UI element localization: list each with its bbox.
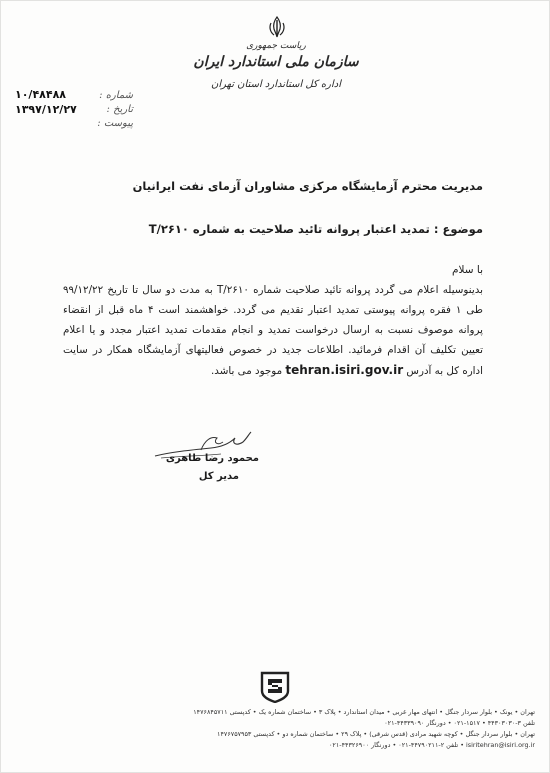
date-label: تاریخ : — [106, 104, 133, 115]
body-text: بدینوسیله اعلام می گردد پروانه تائید صلاحیت شماره T/۲۶۱۰ به مدت دو سال تا تاریخ ۹۹/۱۲/۲۲ طی ۱ فقره پروانه پیوستی تمدید اعتبار تقدیم می گردد. خواهشمند است ۴ ماه قبل از انقضاء پروانه موصوف نسبت به ارسال درخواست تمدید و انجام مقدمات تمدید اعتبار مجدد و یا اعلام تعیین تکلیف آن اقدام فرمائید. اطلاعات جدید در خصوص فعالیتهای آزمایشگاه همکار در سایت اداره کل به آدرس — [63, 284, 483, 377]
body-text-end: موجود می باشد. — [211, 365, 283, 377]
footer-address — [15, 707, 535, 751]
subject: موضوع : تمدید اعتبار پروانه تائید صلاحیت به شماره T/۲۶۱۰ — [148, 222, 483, 236]
number-label: شماره : — [99, 90, 133, 101]
website-link[interactable]: tehran.isiri.gov.ir — [285, 363, 404, 377]
signer-title: مدیر کل — [198, 471, 239, 482]
letter-meta-labels — [93, 89, 133, 131]
footer-line-4: isiritehran@isiri.org.ir • تلفن ۲-۴۴۷۹۰۲۱۱-۰۲۱ • دورنگار ۴۴۳۲۶۹۰۰-۰۲۱ — [328, 741, 535, 749]
org-national-standards: سازمان ملی استاندارد ایران — [193, 54, 359, 70]
recipient: مدیریت محترم آزمایشگاه مرکزی مشاوران آزمای نفت ایرانیان — [132, 179, 483, 193]
greeting: با سلام — [451, 264, 483, 276]
letter-date: ۱۳۹۷/۱۲/۲۷ — [15, 103, 77, 116]
attachment-label: پیوست : — [97, 118, 133, 129]
letter-number: ۱۰/۴۸۴۸۸ — [15, 88, 67, 101]
letter-body — [63, 280, 483, 381]
footer-line-3: تهران • بلوار سردار جنگل • کوچه شهید مرادی (قدس شرقی) • پلاک ۲۹ • ساختمان شماره دو • کدپستی ۱۴۷۶۷۵۷۹۵۳ — [217, 730, 535, 738]
letter-meta-values — [15, 87, 87, 117]
footer-line-2: تلفن ۳-۴۴۳۰۳۰۳۰ • ۱۵۱۷-۰۲۱ • دورنگار ۴۴۳۳۹۰۹۰-۰۲۱ — [384, 719, 535, 727]
iran-emblem-icon — [265, 15, 289, 39]
org-presidency: ریاست جمهوری — [246, 41, 306, 51]
footer-line-1: تهران • یونک • بلوار سردار جنگل • انتهای مهار غربی • میدان استاندارد • پلاک ۳ • ساختمان شماره یک • کدپستی ۱۴۷۶۸۴۵۷۱۱ — [193, 708, 535, 716]
org-tehran-office: اداره کل استاندارد استان تهران — [210, 79, 342, 90]
isiri-logo-icon — [259, 669, 291, 703]
signer-name: محمود رضا طاهری — [165, 453, 259, 464]
